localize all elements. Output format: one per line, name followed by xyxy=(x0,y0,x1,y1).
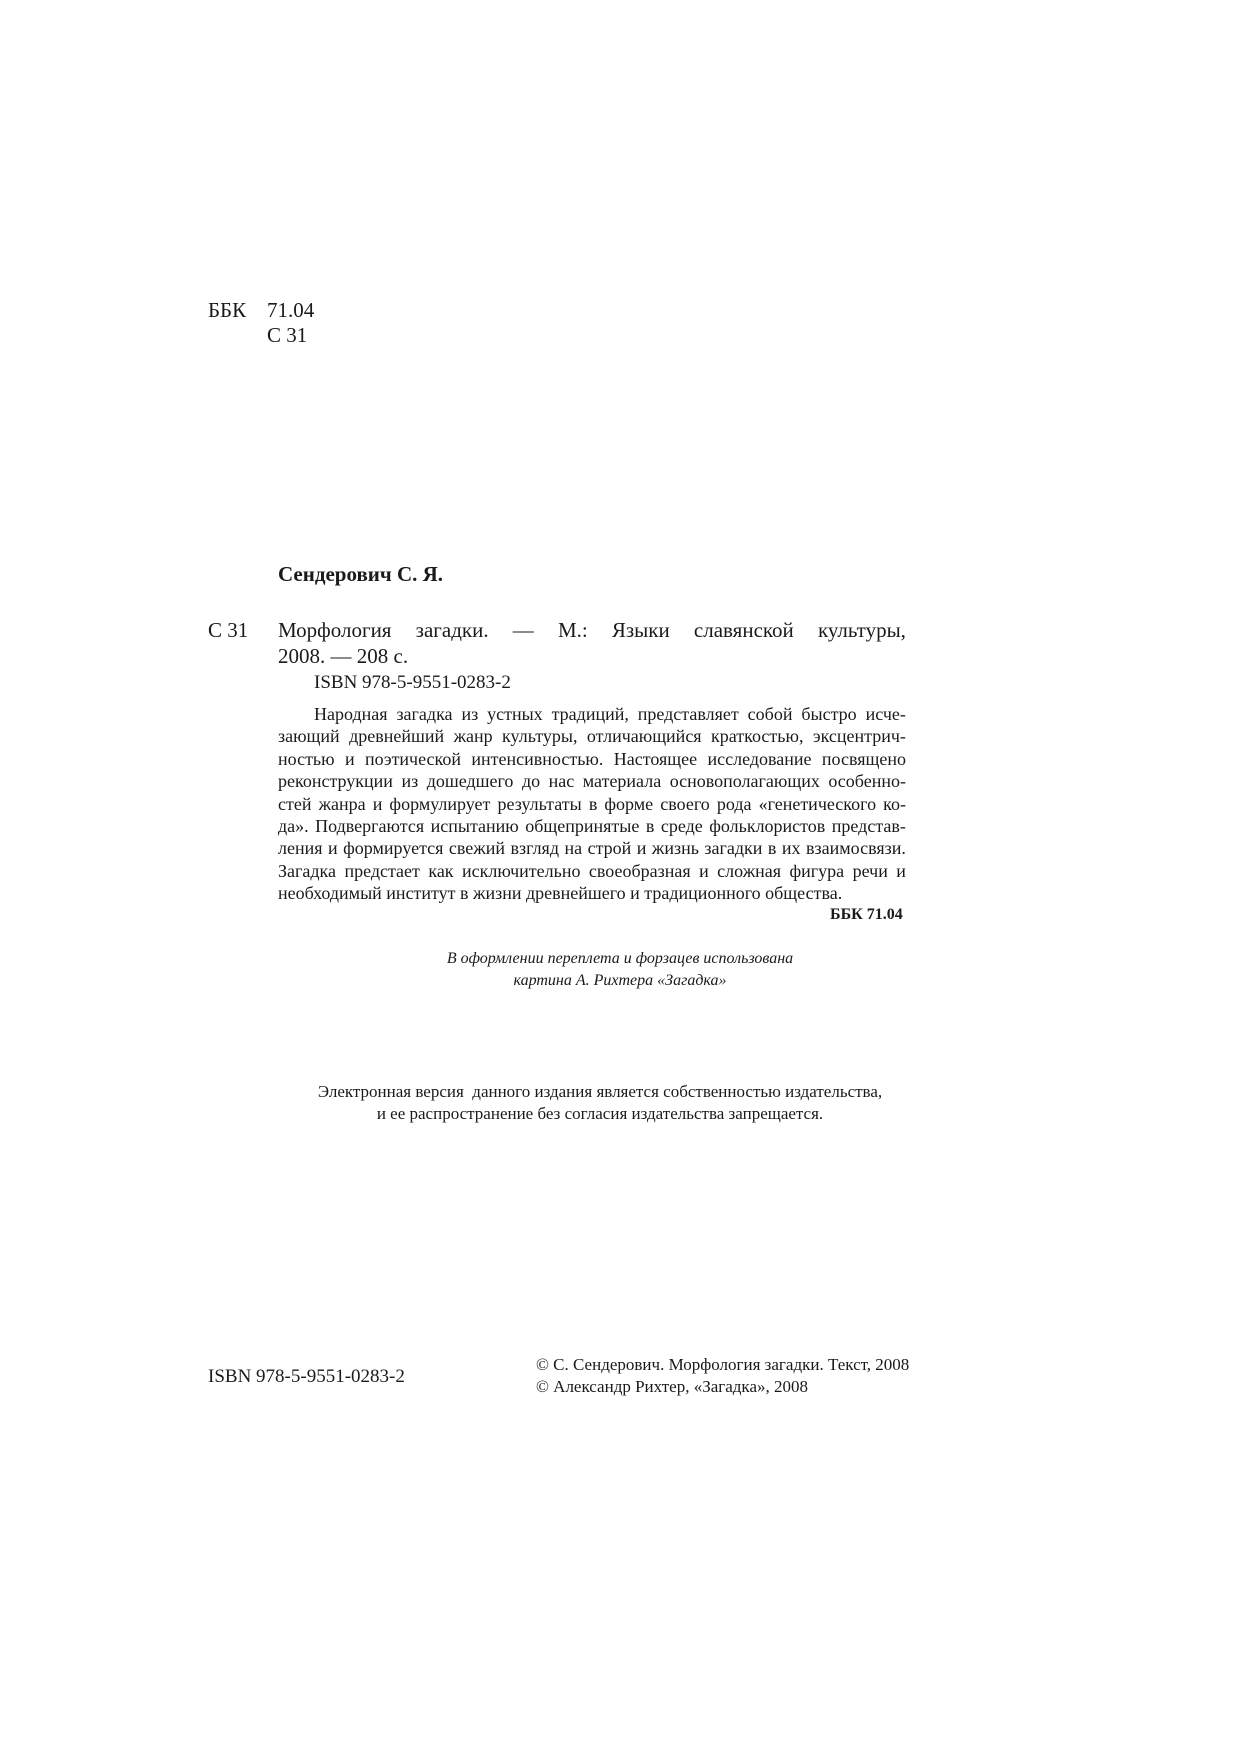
annotation-word: эксцентрич- xyxy=(812,726,906,747)
annotation-word: посвящено xyxy=(821,748,906,769)
annotation-word: Подвергаются xyxy=(315,816,425,837)
annotation-word: и xyxy=(328,838,338,859)
copyright-line: © С. Сендерович. Морфология загадки. Текст, 2008 xyxy=(536,1355,910,1374)
title-word: славянской xyxy=(693,618,794,642)
annotation-word: устных xyxy=(487,704,543,724)
annotation-line xyxy=(278,860,906,882)
annotation-word: из xyxy=(401,771,419,792)
annotation-word: как xyxy=(428,860,454,881)
annotation-word: быстро xyxy=(801,704,857,724)
annotation-word: фигура xyxy=(789,860,845,881)
annotation-word: особенно- xyxy=(828,771,906,792)
annotation-word: ностью xyxy=(278,748,335,769)
annotation-word: своеобразная xyxy=(588,860,691,881)
annotation-word: ления xyxy=(278,838,323,859)
annotation-word: в xyxy=(767,838,777,859)
title-word: М.: xyxy=(557,618,588,642)
annotation-word: общепринятые xyxy=(525,816,640,837)
annotation-word: результаты xyxy=(497,793,582,814)
annotation-word: взаимосвязи. xyxy=(806,838,906,859)
entry-title-line-1 xyxy=(278,617,906,643)
annotation-line xyxy=(278,748,906,770)
bbk-code: 71.04 xyxy=(267,298,315,322)
annotation-word: нас xyxy=(548,771,575,792)
annotation-word: до xyxy=(521,771,541,792)
annotation-word: сложная xyxy=(717,860,782,881)
annotation-line xyxy=(278,770,906,792)
annotation-word: поэтической xyxy=(364,748,462,769)
annotation-word: и xyxy=(344,748,355,769)
author-heading: Сендерович С. Я. xyxy=(278,562,444,586)
design-note-line: В оформлении переплета и форзацев использована xyxy=(446,950,794,967)
annotation-line xyxy=(278,793,906,815)
annotation-word: Народная xyxy=(314,704,388,724)
title-word: Языки xyxy=(611,618,670,642)
entry-title-line-2: 2008. — 208 с. xyxy=(278,644,409,668)
annotation-word: жанра xyxy=(318,793,366,814)
annotation-word: культуры, xyxy=(502,726,578,747)
annotation-word: древнейший xyxy=(349,726,445,747)
annotation-word: жизнь xyxy=(651,838,699,859)
annotation-word: рода xyxy=(716,793,752,814)
annotation-word: на xyxy=(564,838,583,859)
annotation-word: дошедшего xyxy=(426,771,514,792)
annotation-word: и xyxy=(372,793,383,814)
design-note-line: картина А. Рихтера «Загадка» xyxy=(513,972,727,989)
annotation-word: в xyxy=(588,793,598,814)
annotation-word: традиций, xyxy=(551,704,629,724)
rights-note xyxy=(250,1081,950,1125)
annotation-bbk: ББК 71.04 xyxy=(830,906,903,923)
annotation-word: их xyxy=(781,838,801,859)
design-note xyxy=(300,948,940,992)
annotation-word: загадка xyxy=(396,704,453,724)
annotation-word: и xyxy=(699,860,709,881)
annotation xyxy=(278,703,906,905)
annotation-word: представ- xyxy=(831,816,906,837)
annotation-word: представляет xyxy=(637,704,739,724)
title-word: — xyxy=(512,618,534,642)
bbk-label: ББК xyxy=(208,298,247,322)
annotation-word: стей xyxy=(278,793,312,814)
annotation-word: из xyxy=(461,704,479,724)
annotation-word: «генетического xyxy=(758,793,877,814)
annotation-word: загадки xyxy=(704,838,763,859)
annotation-word: исключительно xyxy=(462,860,581,881)
annotation-word: собой xyxy=(747,704,793,724)
annotation-word: и xyxy=(896,860,906,881)
annotation-word: взгляд xyxy=(510,838,559,859)
annotation-word: интенсивностью. xyxy=(471,748,604,769)
annotation-word: предстает xyxy=(344,860,420,881)
annotation-word: материала xyxy=(582,771,662,792)
copyright-line: © Александр Рихтер, «Загадка», 2008 xyxy=(536,1377,808,1396)
annotation-word: формулирует xyxy=(389,793,491,814)
annotation-word: исследование xyxy=(707,748,812,769)
annotation-word: отличающийся xyxy=(586,726,702,747)
annotation-line xyxy=(278,703,906,725)
entry-cutter-code: С 31 xyxy=(208,618,249,642)
copyright-block xyxy=(536,1354,909,1398)
title-word: загадки. xyxy=(415,618,489,642)
annotation-word: реконструкции xyxy=(278,771,393,792)
annotation-word: испытанию xyxy=(430,816,519,837)
annotation-word: формируется xyxy=(343,838,444,859)
annotation-line xyxy=(278,837,906,859)
annotation-line: необходимый институт в жизни древнейшего и традиционного общества. xyxy=(278,883,843,904)
annotation-line xyxy=(278,815,906,837)
annotation-word: среде xyxy=(660,816,703,837)
annotation-word: фольклористов xyxy=(709,816,826,837)
title-word: культуры, xyxy=(817,618,906,642)
annotation-word: речи xyxy=(852,860,888,881)
annotation-word: да». xyxy=(278,816,309,837)
annotation-word: форме xyxy=(604,793,654,814)
annotation-word: зающий xyxy=(278,726,340,747)
annotation-word: исче- xyxy=(865,704,906,724)
annotation-word: основополагающих xyxy=(669,771,820,792)
annotation-word: строй xyxy=(587,838,632,859)
rights-note-line: Электронная версия данного издания является собственностью издательства, xyxy=(317,1082,883,1101)
annotation-word: Загадка xyxy=(278,860,336,881)
annotation-word: своего xyxy=(660,793,710,814)
annotation-word: в xyxy=(645,816,655,837)
annotation-word: Настоящее xyxy=(613,748,698,769)
bbk-cutter-code: С 31 xyxy=(267,323,308,347)
annotation-word: и xyxy=(636,838,647,859)
entry-isbn: ISBN 978-5-9551-0283-2 xyxy=(314,672,511,693)
footer-isbn: ISBN 978-5-9551-0283-2 xyxy=(208,1366,405,1387)
annotation-line xyxy=(278,725,906,747)
annotation-word: свежий xyxy=(448,838,505,859)
annotation-word: краткостью, xyxy=(711,726,804,747)
annotation-word: жанр xyxy=(453,726,493,747)
annotation-word: ко- xyxy=(883,793,906,814)
title-word: Морфология xyxy=(278,618,392,642)
rights-note-line: и ее распространение без согласия издательства запрещается. xyxy=(376,1104,824,1123)
